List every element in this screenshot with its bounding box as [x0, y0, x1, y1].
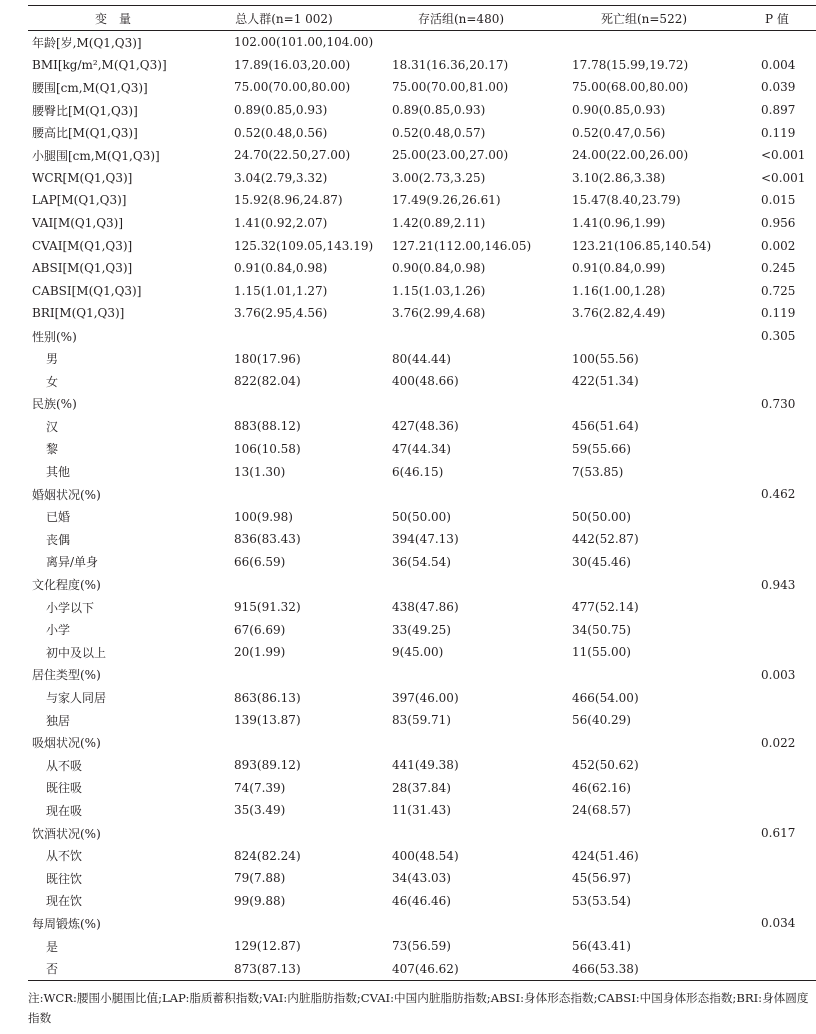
- cell-p-value: [736, 438, 816, 461]
- cell-p-value: 0.943: [761, 577, 796, 592]
- cell-survival: 11(31.43): [392, 803, 451, 818]
- cell-variable: 婚姻状况(%): [32, 487, 101, 502]
- cell-p-value: [736, 618, 816, 641]
- cell-variable: 离异/单身: [46, 555, 99, 570]
- cell-total: [198, 573, 370, 596]
- cell-total: 0.89(0.85,0.93): [234, 103, 328, 118]
- cell-variable: 独居: [46, 713, 71, 728]
- cell-total: 66(6.59): [234, 554, 286, 569]
- cell-death: 56(40.29): [572, 713, 631, 728]
- cell-death: 0.52(0.47,0.56): [572, 125, 666, 140]
- cell-death: [552, 731, 736, 754]
- table-header-row: [28, 6, 816, 31]
- cell-survival: [370, 912, 552, 935]
- cell-variable: 饮酒状况(%): [32, 826, 101, 841]
- cell-p-value: <0.001: [761, 170, 806, 185]
- cell-p-value: 0.305: [761, 329, 796, 344]
- cell-survival: [370, 731, 552, 754]
- cell-variable: BMI[kg/m²,M(Q1,Q3)]: [32, 57, 167, 72]
- cell-p-value: 0.002: [761, 238, 796, 253]
- cell-p-value: 0.956: [761, 216, 796, 231]
- cell-survival: 25.00(23.00,27.00): [392, 148, 509, 163]
- cell-survival: 83(59.71): [392, 713, 451, 728]
- cell-p-value: 0.245: [761, 261, 796, 276]
- cell-total: [198, 822, 370, 845]
- table-row: [28, 731, 816, 754]
- cell-survival: 50(50.00): [392, 509, 451, 524]
- cell-p-value: [736, 890, 816, 913]
- cell-death: [552, 393, 736, 416]
- cell-total: 824(82.24): [234, 848, 301, 863]
- cell-total: 17.89(16.03,20.00): [234, 57, 351, 72]
- table-row: [28, 370, 816, 393]
- cell-death: 1.41(0.96,1.99): [572, 216, 666, 231]
- cell-p-value: 0.119: [761, 306, 796, 321]
- header-death: 死亡组(n=522): [600, 11, 688, 26]
- cell-p-value: [736, 799, 816, 822]
- cell-variable: 从不吸: [46, 758, 83, 773]
- table-row: [28, 754, 816, 777]
- cell-p-value: [736, 844, 816, 867]
- cell-death: 422(51.34): [572, 374, 639, 389]
- cell-survival: 3.76(2.99,4.68): [392, 306, 486, 321]
- cell-death: 424(51.46): [572, 848, 639, 863]
- cell-survival: 0.52(0.48,0.57): [392, 125, 486, 140]
- table-row: [28, 415, 816, 438]
- cell-p-value: 0.004: [761, 57, 796, 72]
- cell-p-value: [736, 754, 816, 777]
- cell-death: 50(50.00): [572, 509, 631, 524]
- table-row: [28, 393, 816, 416]
- table-row: [28, 31, 816, 54]
- cell-survival: 18.31(16.36,20.17): [392, 57, 509, 72]
- cell-survival: 1.15(1.03,1.26): [392, 283, 486, 298]
- cell-death: 30(45.46): [572, 554, 631, 569]
- cell-p-value: 0.022: [761, 735, 796, 750]
- cell-p-value: [736, 370, 816, 393]
- baseline-characteristics-table: [28, 5, 816, 981]
- table-row: [28, 347, 816, 370]
- cell-survival: 80(44.44): [392, 351, 451, 366]
- cell-survival: 0.89(0.85,0.93): [392, 103, 486, 118]
- cell-death: 15.47(8.40,23.79): [572, 193, 681, 208]
- cell-variable: 腰高比[M(Q1,Q3)]: [32, 126, 138, 141]
- table-row: [28, 234, 816, 257]
- cell-death: 452(50.62): [572, 758, 639, 773]
- table-row: [28, 777, 816, 800]
- cell-variable: 年龄[岁,M(Q1,Q3)]: [32, 35, 142, 50]
- cell-survival: 400(48.66): [392, 374, 459, 389]
- cell-variable: 腰围[cm,M(Q1,Q3)]: [32, 80, 148, 95]
- table-row: [28, 573, 816, 596]
- cell-survival: 0.90(0.84,0.98): [392, 261, 486, 276]
- cell-death: 3.10(2.86,3.38): [572, 170, 666, 185]
- cell-p-value: [736, 641, 816, 664]
- cell-variable: 其他: [46, 465, 71, 480]
- cell-p-value: 0.725: [761, 283, 796, 298]
- cell-variable: 每周锻炼(%): [32, 916, 101, 931]
- cell-p-value: 0.034: [761, 916, 796, 931]
- cell-survival: 75.00(70.00,81.00): [392, 80, 509, 95]
- header-survival: 存活组(n=480): [417, 11, 505, 26]
- table-row: [28, 99, 816, 122]
- cell-total: 0.52(0.48,0.56): [234, 125, 328, 140]
- cell-variable: 现在饮: [46, 894, 83, 909]
- table-body: [28, 31, 816, 981]
- table-row: [28, 167, 816, 190]
- table-row: [28, 121, 816, 144]
- cell-survival: 46(46.46): [392, 893, 451, 908]
- cell-variable: 已婚: [46, 510, 71, 525]
- cell-survival: 36(54.54): [392, 554, 451, 569]
- cell-survival: 17.49(9.26,26.61): [392, 193, 501, 208]
- cell-variable: ABSI[M(Q1,Q3)]: [32, 261, 133, 276]
- cell-variable: 从不饮: [46, 849, 83, 864]
- cell-p-value: [736, 505, 816, 528]
- cell-total: 3.04(2.79,3.32): [234, 170, 328, 185]
- cell-death: 1.16(1.00,1.28): [572, 283, 666, 298]
- table-row: [28, 54, 816, 77]
- cell-death: 0.91(0.84,0.99): [572, 261, 666, 276]
- table-row: [28, 709, 816, 732]
- cell-total: 15.92(8.96,24.87): [234, 193, 343, 208]
- cell-p-value: [736, 31, 816, 54]
- cell-survival: 397(46.00): [392, 690, 459, 705]
- cell-variable: LAP[M(Q1,Q3)]: [32, 193, 127, 208]
- cell-variable: 文化程度(%): [32, 578, 101, 593]
- cell-survival: 438(47.86): [392, 600, 459, 615]
- table-row: [28, 844, 816, 867]
- cell-variable: 女: [46, 374, 59, 389]
- table-row: [28, 438, 816, 461]
- cell-death: [552, 31, 736, 54]
- cell-p-value: 0.617: [761, 826, 796, 841]
- cell-p-value: 0.039: [761, 80, 796, 95]
- cell-total: 24.70(22.50,27.00): [234, 148, 351, 163]
- table-row: [28, 257, 816, 280]
- cell-variable: 居住类型(%): [32, 668, 101, 683]
- table-row: [28, 483, 816, 506]
- cell-survival: 28(37.84): [392, 780, 451, 795]
- table-row: [28, 460, 816, 483]
- cell-death: 0.90(0.85,0.93): [572, 103, 666, 118]
- cell-variable: 民族(%): [32, 397, 77, 412]
- cell-survival: 3.00(2.73,3.25): [392, 170, 486, 185]
- cell-total: 1.41(0.92,2.07): [234, 216, 328, 231]
- cell-survival: 6(46.15): [392, 464, 444, 479]
- cell-death: 46(62.16): [572, 780, 631, 795]
- cell-total: 822(82.04): [234, 374, 301, 389]
- table-row: [28, 799, 816, 822]
- table-row: [28, 505, 816, 528]
- cell-total: 74(7.39): [234, 780, 286, 795]
- cell-variable: 男: [46, 352, 59, 367]
- cell-total: 139(13.87): [234, 713, 301, 728]
- table-row: [28, 302, 816, 325]
- cell-survival: [370, 573, 552, 596]
- cell-death: 442(52.87): [572, 532, 639, 547]
- cell-variable: WCR[M(Q1,Q3)]: [32, 170, 133, 185]
- cell-death: 466(54.00): [572, 690, 639, 705]
- cell-total: 873(87.13): [234, 961, 301, 976]
- table-row: [28, 890, 816, 913]
- cell-total: 3.76(2.95,4.56): [234, 306, 328, 321]
- cell-total: 106(10.58): [234, 441, 301, 456]
- table-row: [28, 280, 816, 303]
- cell-total: 79(7.88): [234, 871, 286, 886]
- cell-survival: [370, 483, 552, 506]
- cell-variable: 否: [46, 962, 59, 977]
- cell-death: 24.00(22.00,26.00): [572, 148, 689, 163]
- cell-total: [198, 664, 370, 687]
- header-total: 总人群(n=1 002): [235, 11, 333, 26]
- cell-death: 59(55.66): [572, 441, 631, 456]
- cell-survival: 9(45.00): [392, 645, 444, 660]
- cell-death: 466(53.38): [572, 961, 639, 976]
- cell-survival: 127.21(112.00,146.05): [392, 238, 532, 253]
- cell-p-value: [736, 551, 816, 574]
- cell-total: 125.32(109.05,143.19): [234, 238, 374, 253]
- cell-total: [198, 912, 370, 935]
- cell-total: 0.91(0.84,0.98): [234, 261, 328, 276]
- cell-survival: 400(48.54): [392, 848, 459, 863]
- cell-p-value: [736, 347, 816, 370]
- cell-p-value: 0.119: [761, 125, 796, 140]
- cell-survival: 394(47.13): [392, 532, 459, 547]
- cell-p-value: [736, 777, 816, 800]
- table-row: [28, 596, 816, 619]
- cell-variable: 丧偶: [46, 532, 71, 547]
- cell-total: [198, 325, 370, 348]
- table-row: [28, 325, 816, 348]
- cell-variable: 现在吸: [46, 803, 83, 818]
- cell-variable: 汉: [46, 419, 59, 434]
- cell-variable: 性别(%): [32, 329, 77, 344]
- table-row: [28, 935, 816, 958]
- cell-death: [552, 822, 736, 845]
- header-variable: 变 量: [94, 11, 131, 26]
- cell-variable: 小学: [46, 623, 71, 638]
- cell-p-value: [736, 686, 816, 709]
- cell-death: [552, 483, 736, 506]
- table-row: [28, 76, 816, 99]
- table-row: [28, 912, 816, 935]
- cell-survival: [370, 664, 552, 687]
- cell-total: 883(88.12): [234, 419, 301, 434]
- cell-total: 863(86.13): [234, 690, 301, 705]
- cell-death: 56(43.41): [572, 939, 631, 954]
- cell-total: 13(1.30): [234, 464, 286, 479]
- table-row: [28, 957, 816, 980]
- cell-p-value: [736, 867, 816, 890]
- cell-total: 35(3.49): [234, 803, 286, 818]
- header-p-value: P 值: [765, 11, 789, 26]
- cell-p-value: [736, 596, 816, 619]
- cell-variable: 吸烟状况(%): [32, 736, 101, 751]
- cell-p-value: 0.730: [761, 396, 796, 411]
- cell-variable: 黎: [46, 442, 59, 457]
- cell-variable: CVAI[M(Q1,Q3)]: [32, 238, 133, 253]
- cell-death: 45(56.97): [572, 871, 631, 886]
- cell-total: 893(89.12): [234, 758, 301, 773]
- cell-variable: 与家人同居: [46, 691, 107, 706]
- cell-variable: BRI[M(Q1,Q3)]: [32, 306, 125, 321]
- cell-death: 75.00(68.00,80.00): [572, 80, 689, 95]
- cell-p-value: [736, 415, 816, 438]
- cell-total: 1.15(1.01,1.27): [234, 283, 328, 298]
- cell-total: [198, 483, 370, 506]
- cell-survival: 1.42(0.89,2.11): [392, 216, 486, 231]
- cell-survival: 34(43.03): [392, 871, 451, 886]
- cell-death: 53(53.54): [572, 893, 631, 908]
- table-row: [28, 144, 816, 167]
- cell-survival: 407(46.62): [392, 961, 459, 976]
- cell-death: 456(51.64): [572, 419, 639, 434]
- cell-variable: 既往吸: [46, 781, 83, 796]
- cell-death: [552, 912, 736, 935]
- cell-total: 20(1.99): [234, 645, 286, 660]
- cell-total: 99(9.88): [234, 893, 286, 908]
- cell-survival: [370, 325, 552, 348]
- table-row: [28, 822, 816, 845]
- cell-variable: 是: [46, 939, 59, 954]
- cell-variable: 腰臀比[M(Q1,Q3)]: [32, 103, 138, 118]
- cell-p-value: 0.015: [761, 193, 796, 208]
- cell-death: [552, 573, 736, 596]
- cell-survival: [370, 393, 552, 416]
- cell-survival: [370, 31, 552, 54]
- cell-variable: 小学以下: [46, 600, 95, 615]
- cell-survival: 427(48.36): [392, 419, 459, 434]
- cell-survival: [370, 822, 552, 845]
- cell-death: 17.78(15.99,19.72): [572, 57, 689, 72]
- cell-survival: 441(49.38): [392, 758, 459, 773]
- cell-death: 477(52.14): [572, 600, 639, 615]
- cell-variable: 初中及以上: [46, 645, 107, 660]
- cell-death: 100(55.56): [572, 351, 639, 366]
- cell-variable: CABSI[M(Q1,Q3)]: [32, 283, 142, 298]
- cell-survival: 73(56.59): [392, 939, 451, 954]
- table-footnote: 注:WCR:腰围小腿围比值;LAP:脂质蓄积指数;VAI:内脏脂肪指数;CVAI:中国内脏脂肪指数;ABSI:身体形态指数;CABSI:中国身体形态指数;BRI:身体圆度指数: [28, 991, 809, 1025]
- cell-p-value: 0.003: [761, 667, 796, 682]
- cell-variable: VAI[M(Q1,Q3)]: [32, 216, 124, 231]
- cell-total: 836(83.43): [234, 532, 301, 547]
- table-row: [28, 641, 816, 664]
- cell-p-value: [736, 709, 816, 732]
- cell-total: 67(6.69): [234, 622, 286, 637]
- table-row: [28, 618, 816, 641]
- cell-p-value: [736, 460, 816, 483]
- table-row: [28, 189, 816, 212]
- cell-death: 7(53.85): [572, 464, 624, 479]
- cell-p-value: <0.001: [761, 148, 806, 163]
- cell-death: [552, 664, 736, 687]
- cell-death: 24(68.57): [572, 803, 631, 818]
- cell-variable: 小腿围[cm,M(Q1,Q3)]: [32, 148, 160, 163]
- cell-total: [198, 393, 370, 416]
- cell-survival: 47(44.34): [392, 441, 451, 456]
- cell-p-value: [736, 957, 816, 980]
- cell-survival: 33(49.25): [392, 622, 451, 637]
- cell-total: 102.00(101.00,104.00): [234, 35, 374, 50]
- cell-death: 11(55.00): [572, 645, 631, 660]
- table-row: [28, 664, 816, 687]
- cell-death: 34(50.75): [572, 622, 631, 637]
- cell-p-value: 0.897: [761, 103, 796, 118]
- cell-death: 3.76(2.82,4.49): [572, 306, 666, 321]
- table-row: [28, 686, 816, 709]
- cell-total: 180(17.96): [234, 351, 301, 366]
- cell-total: [198, 731, 370, 754]
- cell-p-value: 0.462: [761, 487, 796, 502]
- table-row: [28, 867, 816, 890]
- table-row: [28, 551, 816, 574]
- cell-total: 100(9.98): [234, 509, 293, 524]
- cell-death: 123.21(106.85,140.54): [572, 238, 712, 253]
- cell-death: [552, 325, 736, 348]
- table-row: [28, 528, 816, 551]
- cell-total: 129(12.87): [234, 939, 301, 954]
- cell-total: 75.00(70.00,80.00): [234, 80, 351, 95]
- cell-p-value: [736, 935, 816, 958]
- cell-p-value: [736, 528, 816, 551]
- table-row: [28, 212, 816, 235]
- cell-total: 915(91.32): [234, 600, 301, 615]
- cell-variable: 既往饮: [46, 871, 83, 886]
